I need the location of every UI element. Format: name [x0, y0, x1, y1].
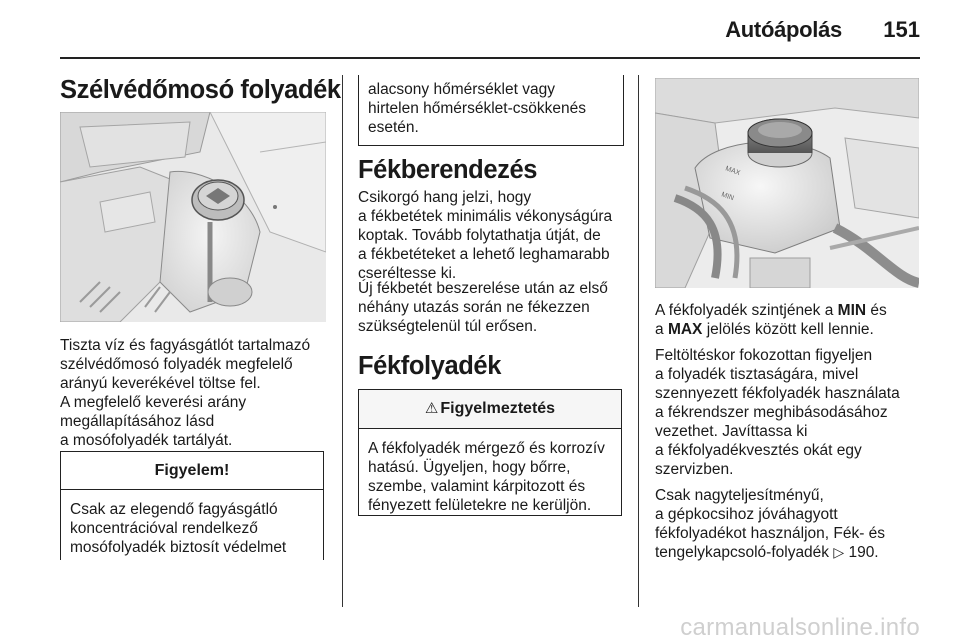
- min-label: MIN: [837, 302, 867, 319]
- brake-fluid-paragraph-1: [655, 301, 925, 339]
- text-line: a mosófolyadék tartályát.: [60, 432, 233, 449]
- watermark-url: carmanualsonline.info: [680, 614, 920, 641]
- warning-body: [359, 429, 621, 521]
- text-line: koptak. Tovább folytathatja útját, de: [358, 227, 601, 244]
- text-line: Tiszta víz és fagyásgátlót tartalmazó: [60, 337, 311, 354]
- text-line: a fékbetétek minimális vékonyságúra: [358, 208, 613, 225]
- section-title-washer-fluid: Szélvédőmosó folyadék: [60, 76, 341, 104]
- text-line: fényezett felületekre ne kerüljön.: [368, 497, 592, 514]
- max-label: MAX: [667, 321, 703, 338]
- text-line: cseréltesse ki.: [358, 265, 457, 282]
- text-line: arányú keverékével töltse fel.: [60, 375, 261, 392]
- text-line: Csak nagyteljesítményű,: [655, 487, 824, 504]
- page-reference[interactable]: 190.: [844, 544, 879, 561]
- text-line: a fékrendszer meghibásodásához: [655, 404, 888, 421]
- text-fragment: jelölés között kell lennie.: [702, 321, 874, 338]
- brake-fluid-paragraph-3: [655, 486, 930, 562]
- brake-fluid-paragraph-2: [655, 346, 930, 479]
- page-reference-arrow-icon[interactable]: ▷: [833, 544, 845, 560]
- text-line: fékfolyadékot használjon, Fék- és: [655, 525, 886, 542]
- text-line: megállapításához lásd: [60, 413, 215, 430]
- running-header-title: Autóápolás: [725, 17, 842, 42]
- caution-body: [61, 490, 323, 563]
- text-line: a folyadék tisztaságára, mivel: [655, 366, 859, 383]
- text-line: szennyezett fékfolyadék használata: [655, 385, 900, 402]
- text-line: szükségtelenül túl erősen.: [358, 318, 538, 335]
- text-line: néhány utazás során ne fékezzen: [358, 299, 590, 316]
- text-fragment: és: [866, 302, 887, 319]
- text-line: Új fékbetét beszerelése után az első: [358, 280, 608, 297]
- page-number: 151: [883, 17, 920, 42]
- caution-box-continued: [358, 75, 624, 146]
- text-line: szélvédőmosó folyadék megfelelő: [60, 356, 293, 373]
- text-line: A fékfolyadék mérgező és korrozív: [368, 440, 605, 457]
- text-line: Feltöltéskor fokozottan figyeljen: [655, 347, 873, 364]
- text-line: szembe, valamint kárpitozott és: [368, 478, 586, 495]
- caution-heading: Figyelem!: [61, 452, 323, 490]
- column-divider: [638, 75, 639, 607]
- warning-box: [358, 389, 622, 516]
- text-line: alacsony hőmérséklet vagy: [368, 81, 555, 98]
- text-line: vezethet. Javíttassa ki: [655, 423, 808, 440]
- max-marking: MAX: [724, 165, 741, 178]
- warning-heading: [359, 390, 621, 429]
- warning-triangle-icon: ⚠: [424, 400, 439, 417]
- text-line: a gépkocsihoz jóváhagyott: [655, 506, 838, 523]
- text-line: szervizben.: [655, 461, 734, 478]
- text-line: A megfelelő keverési arány: [60, 394, 247, 411]
- section-title-brakes: Fékberendezés: [358, 156, 538, 184]
- caution-body-continued: [359, 75, 623, 142]
- text-line: esetén.: [368, 119, 419, 136]
- brakes-paragraph-1: [358, 188, 628, 283]
- brakes-paragraph-2: [358, 279, 628, 336]
- text-line: hatású. Ügyeljen, hogy bőrre,: [368, 459, 571, 476]
- text-fragment: a: [655, 321, 668, 338]
- washer-reservoir-illustration: [60, 112, 326, 322]
- text-line: hirtelen hőmérséklet-csökkenés: [368, 100, 586, 117]
- min-marking: MIN: [720, 191, 735, 203]
- text-line: mosófolyadék biztosít védelmet: [70, 539, 287, 556]
- text-line: a fékfolyadékvesztés okát egy: [655, 442, 862, 459]
- caution-box: [60, 451, 324, 560]
- header-rule: [60, 57, 920, 59]
- text-line: a fékbetéteket a lehető leghamarabb: [358, 246, 610, 263]
- brake-fluid-reservoir-illustration: [655, 78, 919, 288]
- warning-heading-text: Figyelmeztetés: [440, 400, 556, 417]
- text-line: koncentrációval rendelkező: [70, 520, 258, 537]
- text-line: Csikorgó hang jelzi, hogy: [358, 189, 532, 206]
- section-title-brake-fluid: Fékfolyadék: [358, 352, 501, 380]
- column-divider: [342, 75, 343, 607]
- text-fragment: tengelykapcsoló-folyadék: [655, 544, 834, 561]
- washer-fluid-paragraph: [60, 336, 330, 450]
- text-line: Csak az elegendő fagyásgátló: [70, 501, 278, 518]
- text-fragment: A fékfolyadék szintjének a: [655, 302, 838, 319]
